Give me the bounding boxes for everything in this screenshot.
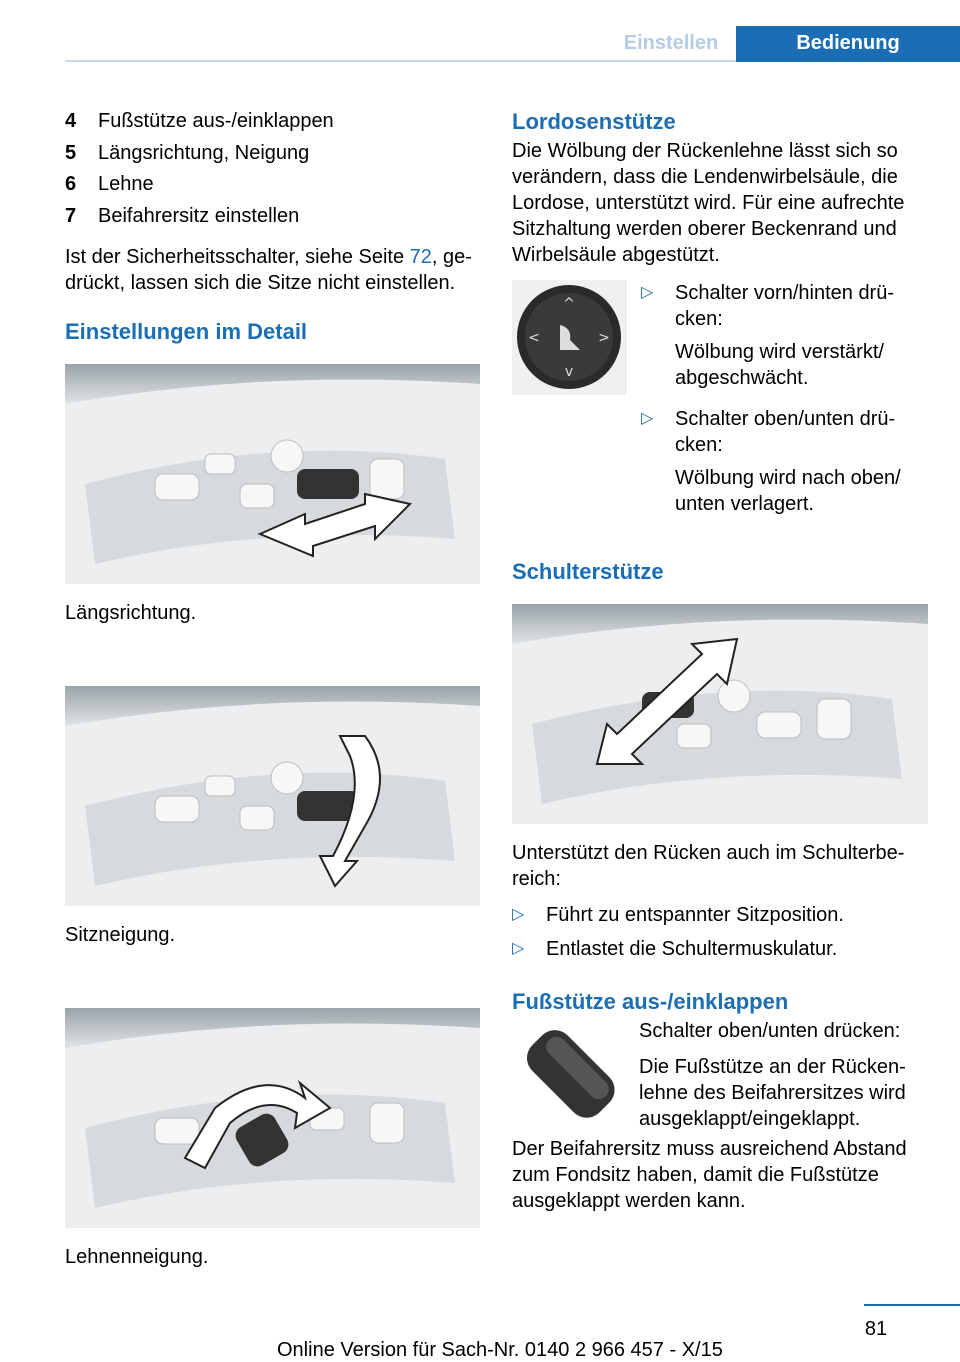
caption-tilt: Sitzneigung.	[65, 923, 176, 946]
fuss-text-3: Der Beifahrersitz muss ausreichend Abstand zum Fondsitz haben, damit die Fußstütze ausgeklappt werden kann.	[512, 1138, 907, 1212]
schulter-title: Schulterstütze	[512, 559, 664, 584]
lumbar-switch-image	[512, 280, 627, 395]
svg-text:>: >	[598, 330, 610, 346]
online-version-text: Online Version für Sach-Nr. 0140 2 966 457 - X/15	[277, 1339, 723, 1361]
list-item: 4 Fußstütze aus-/einklappen	[65, 110, 334, 132]
triangle-bullet-icon: ▷	[512, 940, 525, 957]
header-tab-einstellen[interactable]: Einstellen	[623, 32, 719, 54]
seat-control-image-tilt	[65, 686, 480, 906]
lordose-title: Lordosenstütze	[512, 109, 676, 134]
triangle-bullet-icon: ▷	[512, 906, 525, 923]
footer-line	[864, 1304, 960, 1306]
right-column	[512, 108, 928, 1224]
schulter-text: Unterstützt den Rücken auch im Schulterbereich:	[512, 842, 905, 890]
page-number: 81	[864, 1318, 888, 1340]
list-item: ▷ Entlastet die Schultermuskulatur.	[512, 938, 838, 960]
fuss-text-2: Die Fußstütze an der Rückenlehne des Beifahrersitzes wird ausgeklappt/eingeklappt.	[639, 1056, 906, 1130]
triangle-bullet-icon: ▷	[641, 410, 654, 427]
list-item: 6 Lehne	[65, 173, 154, 195]
list-item: ▷ Führt zu entspannter Sitzposition.	[512, 904, 844, 926]
triangle-bullet-icon: ▷	[641, 284, 654, 301]
lordose-block	[512, 280, 928, 532]
svg-text:v: v	[564, 364, 574, 380]
fuss-text-1: Schalter oben/unten drücken:	[639, 1020, 901, 1042]
list-item: ▷ Schalter vorn/hinten drücken: Wölbung wird verstärkt/ abgeschwächt.	[641, 280, 928, 398]
caption-backrest: Lehnenneigung.	[65, 1245, 209, 1268]
caption-longitudinal: Längsrichtung.	[65, 601, 197, 624]
fuss-block	[512, 1018, 928, 1142]
seat-control-image-longitudinal	[65, 364, 480, 584]
page-link[interactable]: 72	[409, 245, 432, 268]
svg-text:<: <	[528, 330, 540, 346]
list-item: 7 Beifahrersitz einstellen	[65, 204, 300, 227]
lordose-steps	[641, 280, 928, 532]
seat-control-image-backrest	[65, 1008, 480, 1228]
list-item: 5 Längsrichtung, Neigung	[65, 141, 310, 164]
list-item: ▷ Schalter oben/unten drücken: Wölbung wird nach oben/ unten verlagert.	[641, 406, 928, 524]
shoulder-support-image	[512, 604, 928, 824]
section-title: Einstellungen im Detail	[65, 318, 308, 344]
safety-note: Ist der Sicherheitsschalter, siehe Seite 72, gedrückt, lassen sich die Sitze nicht einstellen.	[65, 245, 472, 294]
lordose-text: Die Wölbung der Rückenlehne lässt sich so verändern, dass die Lendenwirbelsäule, die Lordose, unterstützt wird. Für eine aufrechte Sitzhaltung werden oberer Beckenrand und Wirbelsäule abgestützt.	[512, 140, 905, 266]
fuss-title: Fußstütze aus-/einklappen	[512, 989, 789, 1014]
header-tab-bedienung[interactable]: Bedienung	[736, 26, 960, 62]
numbered-list	[65, 108, 480, 229]
svg-text:^: ^	[563, 296, 575, 312]
footrest-switch-image	[512, 1018, 627, 1133]
left-column	[65, 108, 480, 1330]
